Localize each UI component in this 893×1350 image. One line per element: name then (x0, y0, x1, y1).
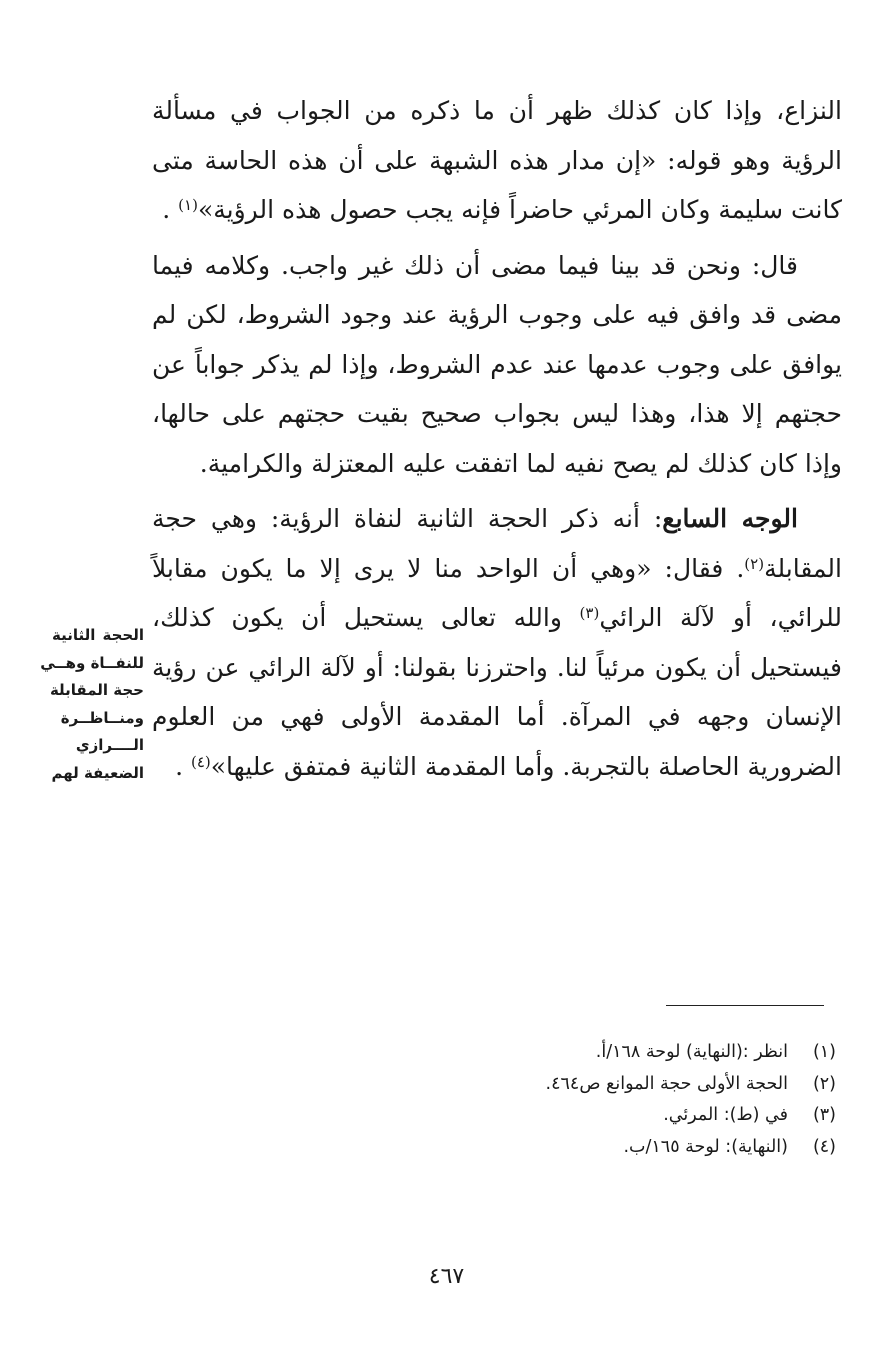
footnote-ref-3: (٣) (579, 603, 600, 622)
margin-note-line: حجة المقابلة (49, 681, 144, 699)
paragraph-3-part-1: : أنه ذكر الحجة الثانية لنفاة الرؤية: وهي حجة المقابلة (152, 504, 842, 583)
footnotes (400, 1037, 836, 1163)
footnote-item (400, 1132, 836, 1164)
paragraph-3-part-3: والله تعالى يستحيل أن يكون كذلك، فيستحيل أن يكون مرئياً لنا. واحترزنا بقولنا: أو لآلة الرائي عن رؤية الإنسان وجهه في المرآة. أما المقدمة الأولى فهي من العلوم الضرورية الحاصلة بالتجربة. وأما المقدمة الثانية فمتفق عليها» (152, 603, 842, 781)
footnote-divider (666, 1005, 824, 1006)
footnote-ref-2: (٢) (744, 554, 765, 573)
paragraph-1 (152, 86, 842, 235)
paragraph-2: قال: ونحن قد بينا فيما مضى أن ذلك غير واجب. وكلامه فيما مضى قد وافق فيه على وجوب الرؤية عند وجود الشروط، لكن لم يوافق على وجوب عدمها عند عدم الشروط، وإذا لم يذكر جواباً عن حجتهم إلا هذا، وهذا ليس بجواب صحيح بقيت حجتهم على حالها، وإذا كان كذلك لم يصح نفيه لما اتفقت عليه المعتزلة والكرامية. (152, 250, 842, 478)
margin-note-line: للنفــاة وهــي (40, 653, 144, 672)
footnote-item (400, 1069, 836, 1101)
footnote-number: (١) (812, 1042, 836, 1062)
footnote-ref-1: (١) (178, 195, 198, 214)
margin-note-line: الــــرازي (75, 736, 144, 754)
margin-note-line: الضعيفة لهم (51, 763, 144, 782)
footnote-text: (النهاية): لوحة ١٦٥/ب. (623, 1136, 788, 1157)
footnote-number: (٤) (812, 1136, 836, 1157)
footnote-number: (٣) (812, 1105, 836, 1125)
paragraph-3 (152, 494, 842, 791)
page-number: ٤٦٧ (428, 1264, 465, 1289)
footnote-text: انظر :(النهاية) لوحة ١٦٨/أ. (595, 1042, 788, 1062)
footnote-ref-4: (٤) (190, 752, 211, 771)
main-text (152, 86, 842, 791)
section-lead: الوجه السابع (662, 504, 798, 533)
footnote-number: (٢) (812, 1073, 836, 1094)
paragraph-3-part-4: . (175, 751, 184, 781)
margin-note (40, 622, 144, 787)
margin-note-line: ومنــاظــرة (60, 708, 144, 727)
paragraph-1-text: النزاع، وإذا كان كذلك ظهر أن ما ذكره من الجواب في مسألة الرؤية وهو قوله: «إن مدار هذه الشبهة على أن هذه الحاسة متى كانت سليمة وكان المرئي حاضراً فإنه يجب حصول هذه الرؤية» (152, 96, 842, 224)
paragraph-1-tail: . (162, 195, 171, 224)
footnote-item (400, 1037, 836, 1069)
footnote-item (400, 1100, 836, 1132)
footnote-text: في (ط): المرئي. (663, 1105, 788, 1125)
margin-note-line: الحجة الثانية (52, 626, 144, 644)
paragraph-3-part-2: . فقال: «وهي أن الواحد منا لا يرى إلا ما يكون مقابلاً للرائي، أو لآلة الرائي (152, 553, 842, 632)
footnote-text: الحجة الأولى حجة الموانع ص٤٦٤. (545, 1073, 788, 1094)
